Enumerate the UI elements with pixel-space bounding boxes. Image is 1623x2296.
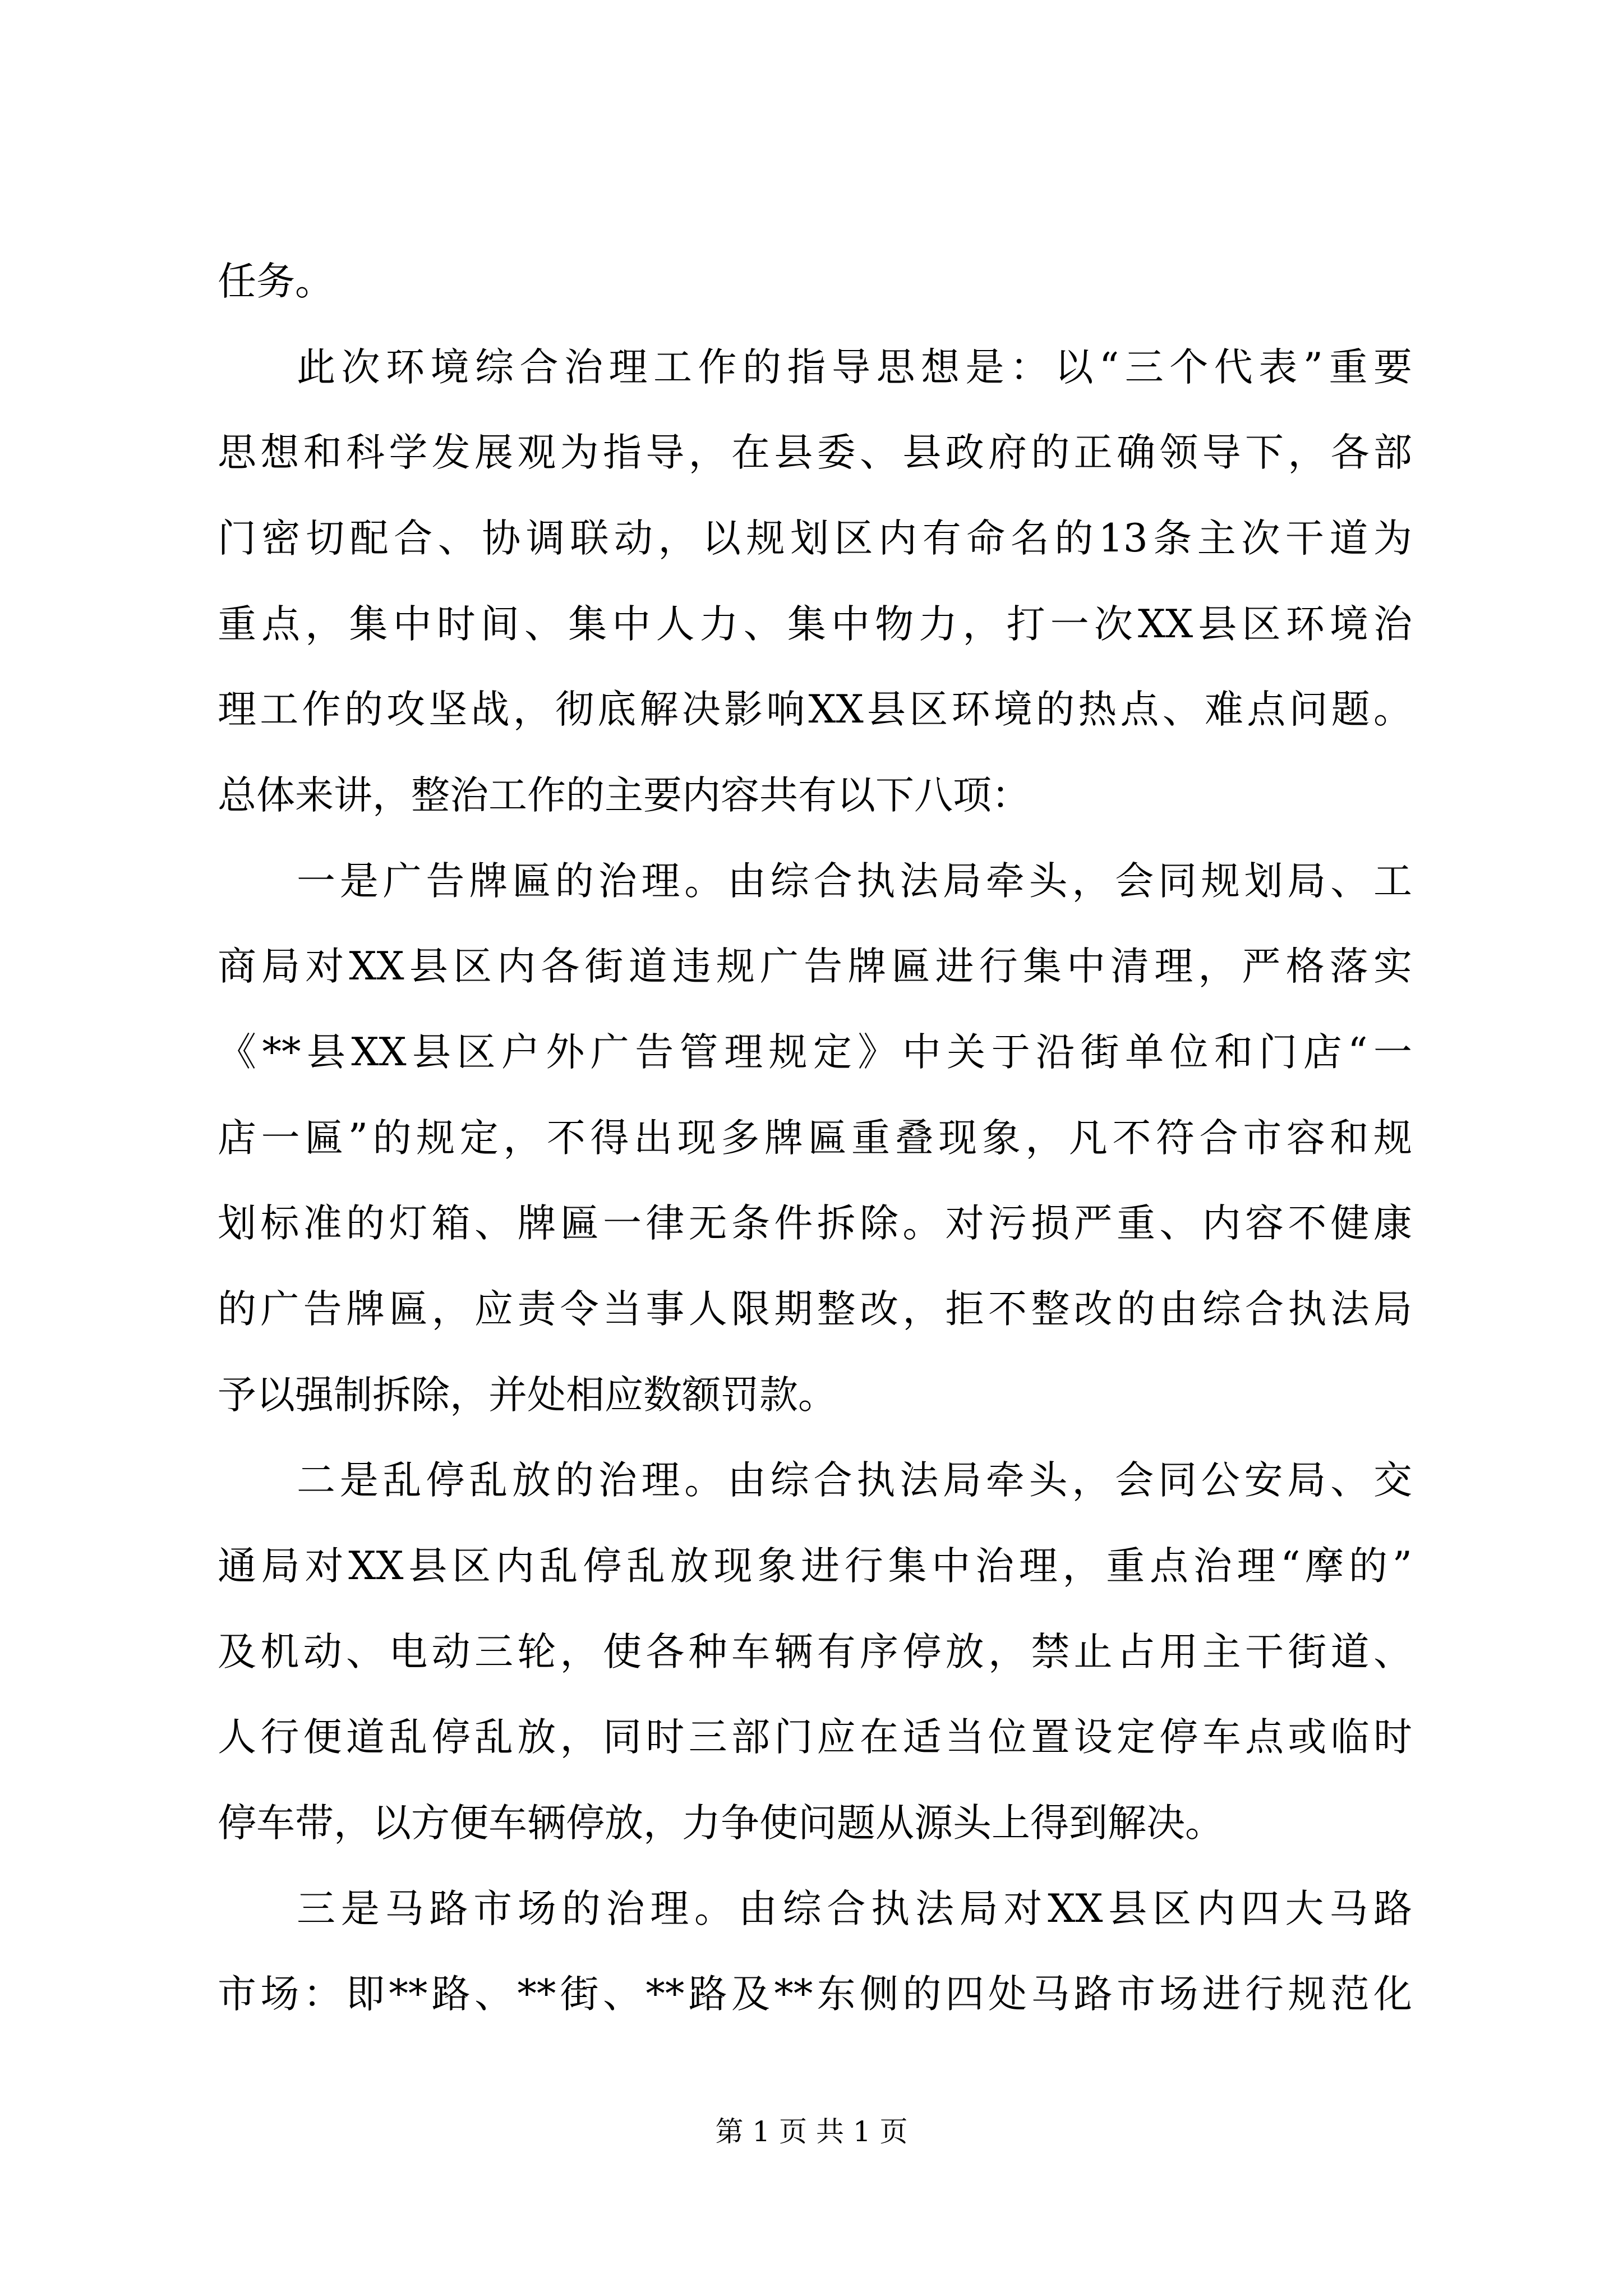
text-line-20: 三是马路市场的治理。由综合执法局对XX县区内四大马路 [297,1887,1412,1931]
text-line-7: 总体来讲，整治工作的主要内容共有以下八项： [218,773,1030,818]
text-line-3: 思想和科学发展观为指导，在县委、县政府的正确领导下，各部 [218,430,1412,475]
text-line-10: 《**县XX县区户外广告管理规定》中关于沿街单位和门店“一 [218,1030,1412,1075]
text-line-15: 二是乱停乱放的治理。由综合执法局牵头，会同公安局、交 [297,1458,1412,1503]
text-line-17: 及机动、电动三轮，使各种车辆有序停放，禁止占用主干街道、 [218,1630,1412,1674]
text-line-8: 一是广告牌匾的治理。由综合执法局牵头，会同规划局、工 [297,859,1412,904]
text-line-18: 人行便道乱停乱放，同时三部门应在适当位置设定停车点或临时 [218,1715,1412,1760]
text-line-19: 停车带，以方便车辆停放，力争使问题从源头上得到解决。 [218,1801,1224,1846]
text-line-1: 任务。 [218,259,334,304]
text-line-2: 此次环境综合治理工作的指导思想是：以“三个代表”重要 [297,345,1412,390]
page-footer: 第 1 页 共 1 页 [715,2115,908,2148]
text-line-21: 市场：即**路、**街、**路及**东侧的四处马路市场进行规范化 [218,1972,1412,2017]
text-line-14: 予以强制拆除，并处相应数额罚款。 [218,1373,837,1418]
text-line-16: 通局对XX县区内乱停乱放现象进行集中治理，重点治理“摩的” [218,1544,1412,1589]
text-line-13: 的广告牌匾，应责令当事人限期整改，拒不整改的由综合执法局 [218,1287,1412,1332]
text-line-5: 重点，集中时间、集中人力、集中物力，打一次XX县区环境治 [218,602,1412,647]
text-line-4: 门密切配合、协调联动，以规划区内有命名的13条主次干道为 [218,516,1412,561]
text-line-6: 理工作的攻坚战，彻底解决影响XX县区环境的热点、难点问题。 [218,687,1412,732]
text-line-9: 商局对XX县区内各街道违规广告牌匾进行集中清理，严格落实 [218,944,1412,989]
text-line-12: 划标准的灯箱、牌匾一律无条件拆除。对污损严重、内容不健康 [218,1201,1412,1246]
text-line-11: 店一匾”的规定，不得出现多牌匾重叠现象，凡不符合市容和规 [218,1116,1412,1161]
